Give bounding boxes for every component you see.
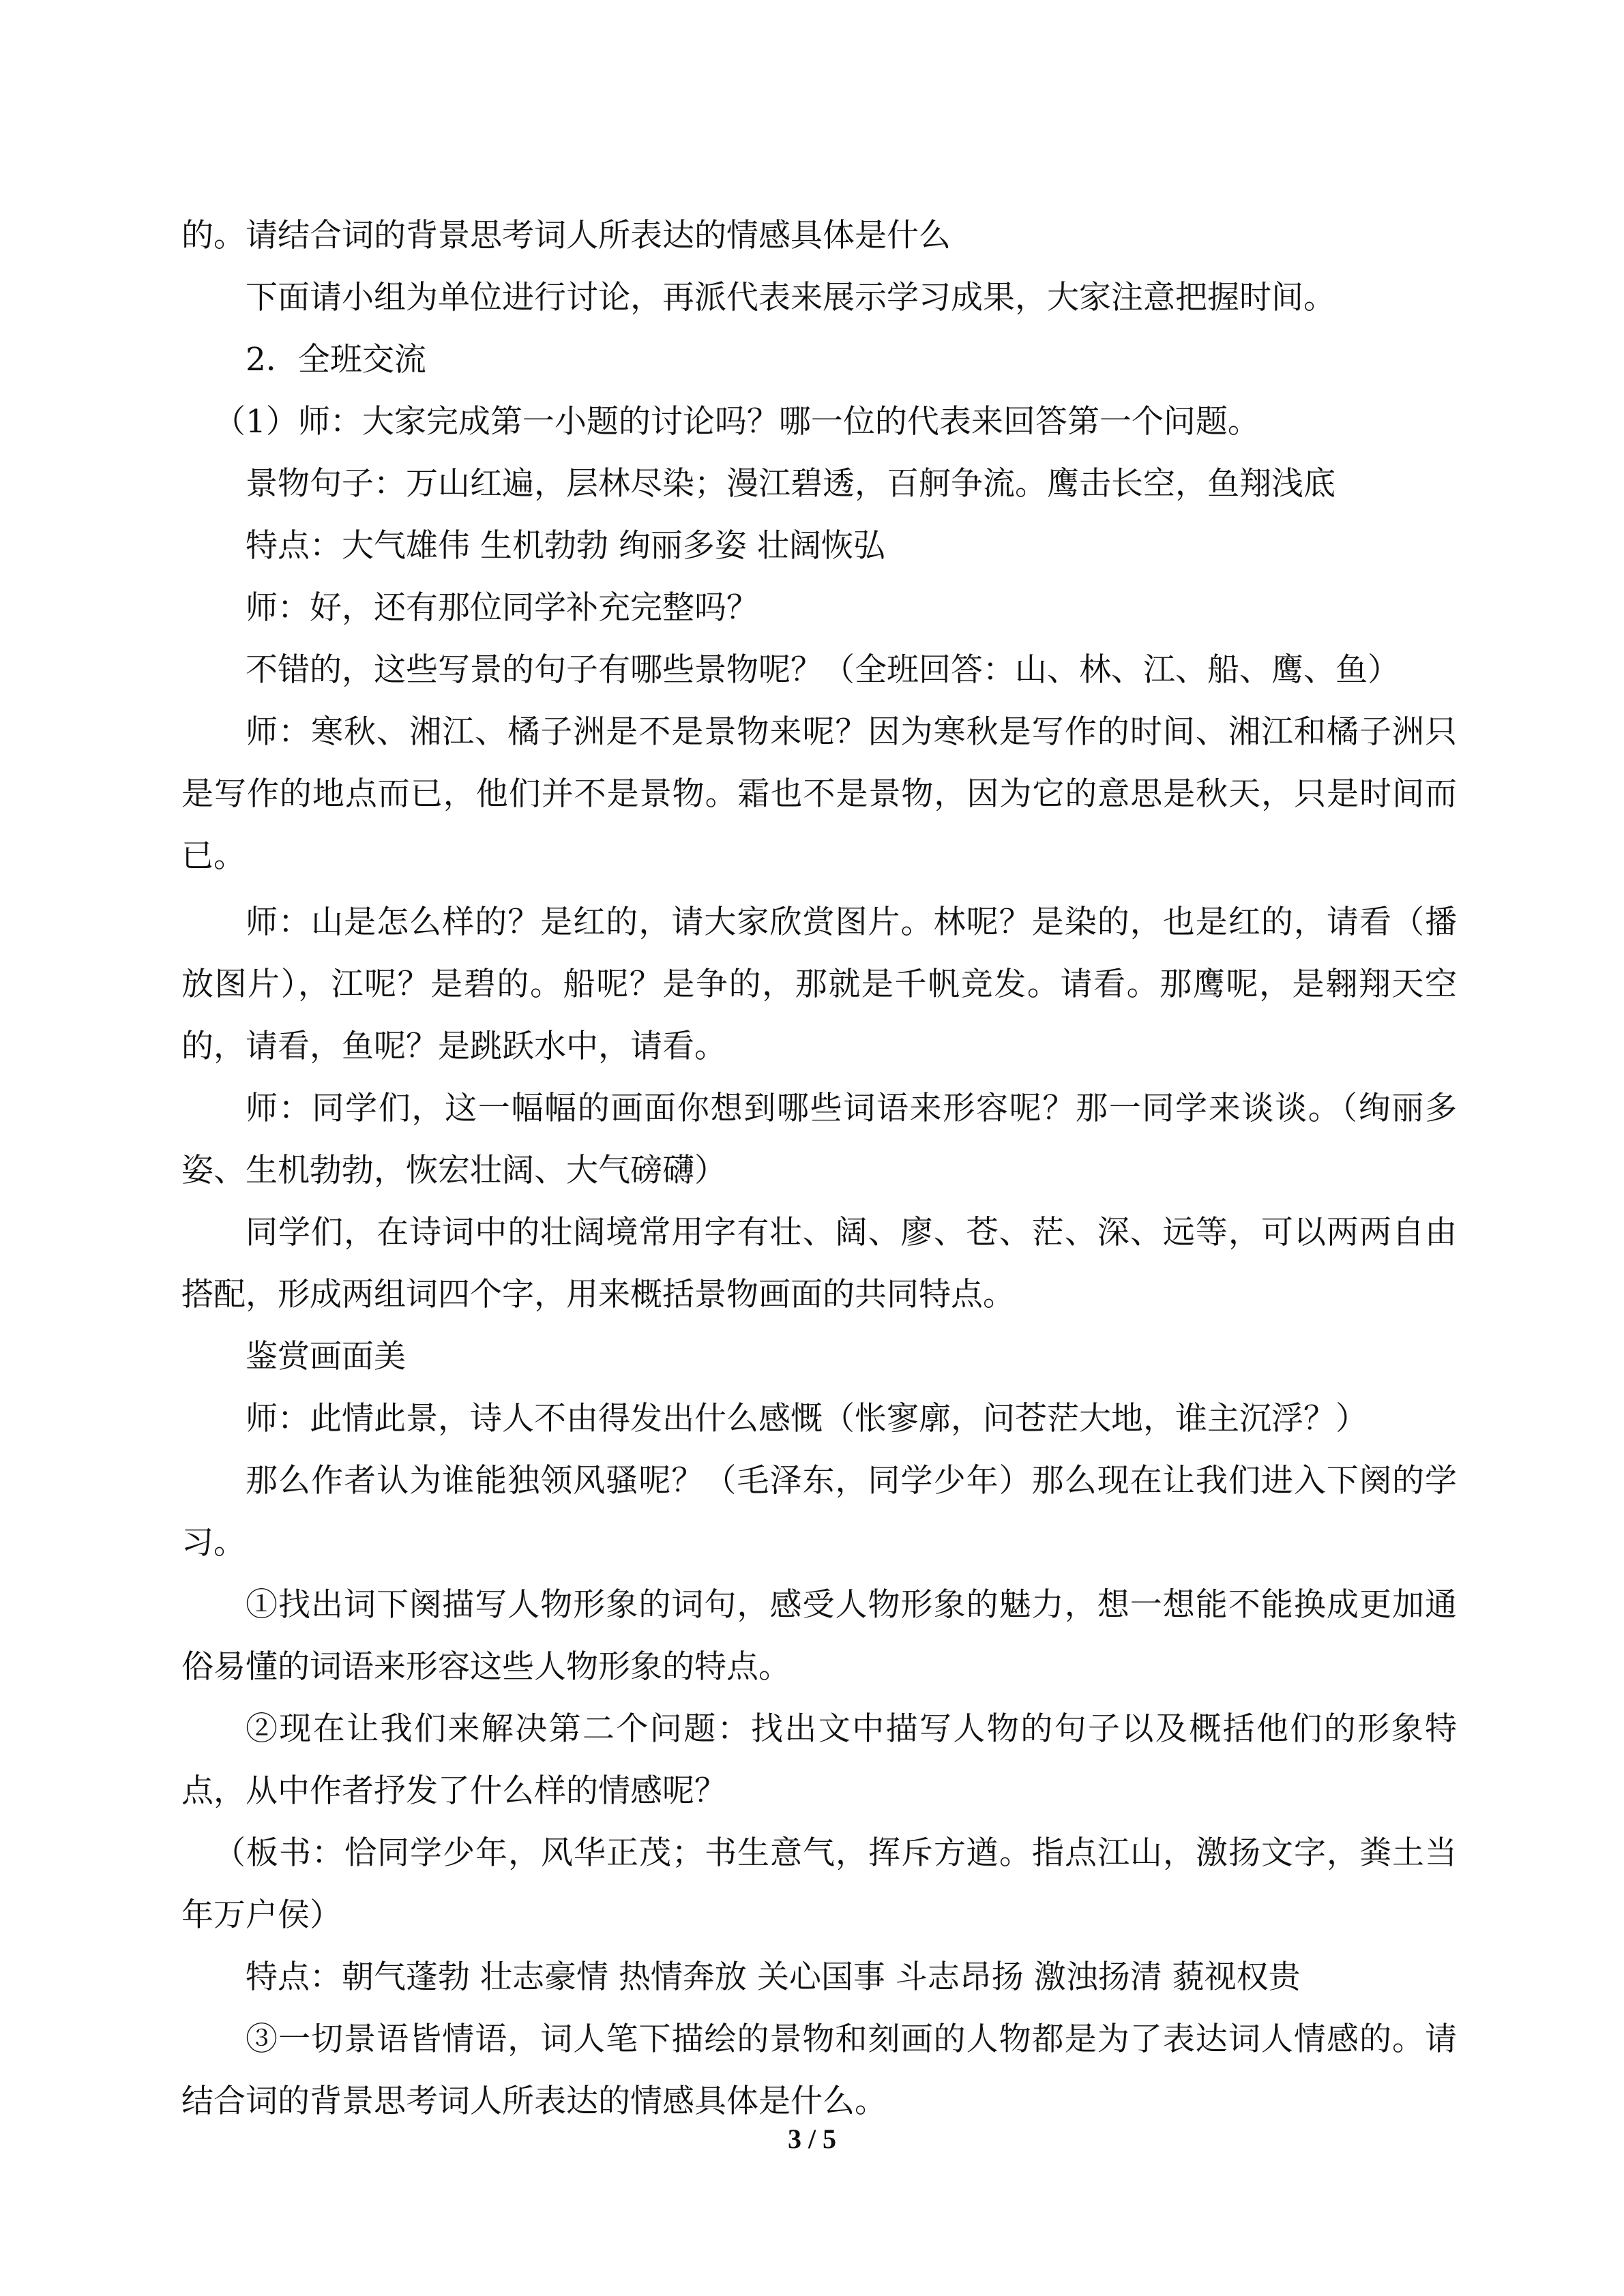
paragraph-5: 景物句子：万山红遍，层林尽染；漫江碧透，百舸争流。鹰击长空，鱼翔浅底 bbox=[246, 465, 1335, 503]
paragraph-14: 师：此情此景，诗人不由得发出什么感慨（怅寥廓，问苍茫大地，谁主沉浮？） bbox=[246, 1400, 1368, 1437]
question-2: ②现在让我们来解决第二个问题：找出文中描写人物的句子以及概括他们的形象特点，从中作者抒发了什么样的情感呢？ bbox=[181, 1710, 1457, 1810]
question-3: ③一切景语皆情语，词人笔下描绘的景物和刻画的人物都是为了表达词人情感的。请结合词的背景思考词人所表达的情感具体是什么。 bbox=[181, 2021, 1457, 2120]
paragraph-2: 下面请小组为单位进行讨论，再派代表来展示学习成果，大家注意把握时间。 bbox=[246, 279, 1335, 316]
paragraph-10: 师：山是怎么样的？是红的，请大家欣赏图片。林呢？是染的，也是红的，请看（播放图片），江呢？是碧的。船呢？是争的，那就是千帆竞发。请看。那鹰呢，是翱翔天空的，请看，鱼呢？是跳跃水中，请看。 bbox=[181, 904, 1457, 1065]
question-1: ①找出词下阕描写人物形象的词句，感受人物形象的魅力，想一想能不能换成更加通俗易懂的词语来形容这些人物形象的特点。 bbox=[181, 1586, 1457, 1686]
page-number: 3 / 5 bbox=[787, 2123, 837, 2154]
section-heading-appreciate: 鉴赏画面美 bbox=[246, 1338, 406, 1375]
paragraph-11: 师：同学们，这一幅幅的画面你想到哪些词语来形容呢？那一同学来谈谈。（绚丽多姿、生机勃勃，恢宏壮阔、大气磅礴） bbox=[181, 1090, 1457, 1189]
paragraph-9: 师：寒秋、湘江、橘子洲是不是景物来呢？因为寒秋是写作的时间、湘江和橘子洲只是写作的地点而已，他们并不是景物。霜也不是景物，因为它的意思是秋天，只是时间而已。 bbox=[181, 713, 1457, 875]
page-body bbox=[181, 205, 1457, 2132]
paragraph-6: 特点：大气雄伟 生机勃勃 绚丽多姿 壮阔恢弘 bbox=[246, 527, 885, 565]
paragraph-15: 那么作者认为谁能独领风骚呢？（毛泽东，同学少年）那么现在让我们进入下阕的学习。 bbox=[181, 1462, 1457, 1562]
paragraph-12: 同学们，在诗词中的壮阔境常用字有壮、阔、廖、苍、茫、深、远等，可以两两自由搭配，形成两组词四个字，用来概括景物画面的共同特点。 bbox=[181, 1214, 1457, 1313]
blackboard-note: （板书：恰同学少年，风华正茂；书生意气，挥斥方遒。指点江山，激扬文字，粪土当年万户侯） bbox=[181, 1834, 1457, 1934]
paragraph-7: 师：好，还有那位同学补充完整吗？ bbox=[246, 589, 758, 627]
paragraph-1: 的。请结合词的背景思考词人所表达的情感具体是什么 bbox=[181, 217, 951, 254]
paragraph-8: 不错的，这些写景的句子有哪些景物呢？（全班回答：山、林、江、船、鹰、鱼） bbox=[246, 651, 1400, 689]
paragraph-4: （1）师：大家完成第一小题的讨论吗？哪一位的代表来回答第一个问题。 bbox=[213, 403, 1260, 441]
paragraph-19: 特点：朝气蓬勃 壮志豪情 热情奔放 关心国事 斗志昂扬 激浊扬清 藐视权贵 bbox=[246, 1958, 1301, 1996]
section-heading-class-exchange: 2．全班交流 bbox=[246, 341, 426, 378]
